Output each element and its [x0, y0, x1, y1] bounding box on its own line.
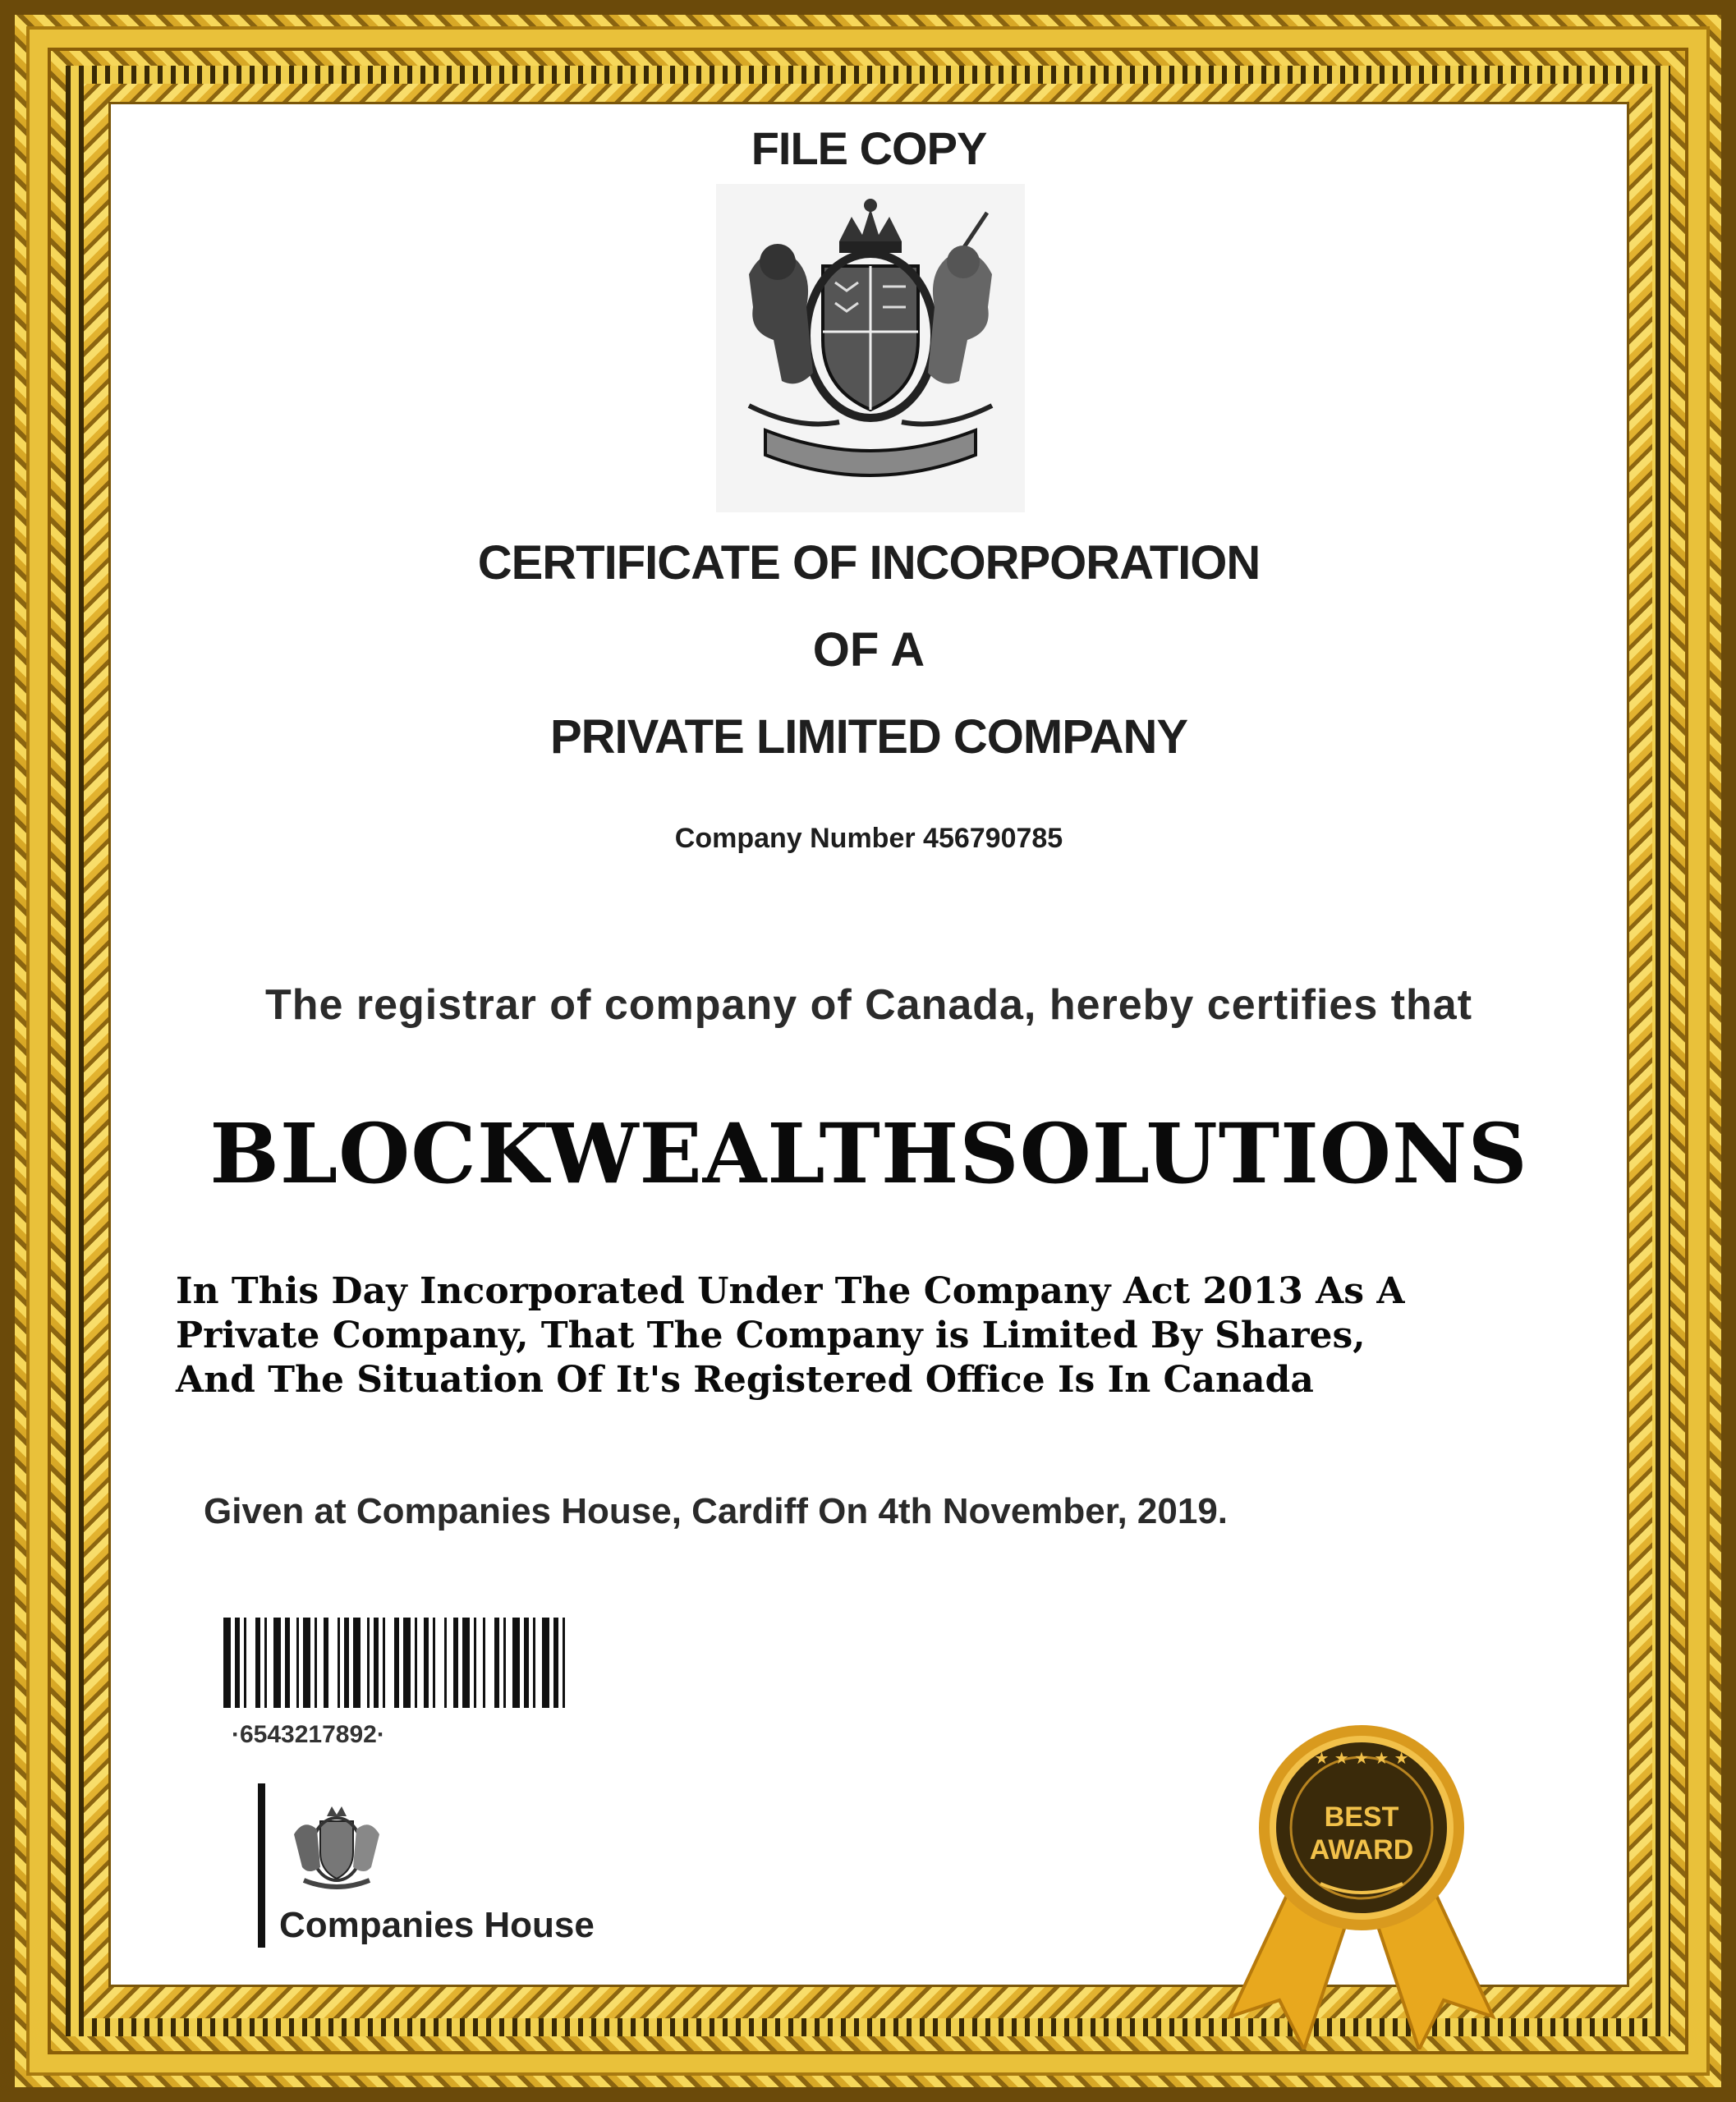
companies-house-divider [258, 1783, 265, 1948]
award-line2: AWARD [1309, 1834, 1414, 1866]
certificate-title-line3: PRIVATE LIMITED COMPANY [549, 710, 1188, 764]
file-copy-header: FILE COPY [751, 122, 987, 174]
incorporation-line: And The Situation Of It's Registered Office Is In Canada [176, 1359, 1314, 1401]
incorporation-line: In This Day Incorporated Under The Company Act 2013 As A [176, 1270, 1405, 1312]
certificate-title-line2: OF A [812, 623, 925, 677]
companies-house-crest-icon [287, 1801, 386, 1892]
certificate-paper [108, 102, 1629, 1987]
award-line1: BEST [1324, 1801, 1399, 1833]
company-name: BLOCKWEALTHSOLUTIONS [209, 1105, 1528, 1202]
svg-text:★ ★ ★ ★ ★: ★ ★ ★ ★ ★ [1314, 1748, 1409, 1768]
barcode-number: ·6543217892· [232, 1721, 385, 1748]
barcode-icon [223, 1618, 749, 1708]
companies-house-label: Companies House [279, 1905, 595, 1945]
incorporation-statement [176, 1269, 1621, 1402]
company-number: Company Number 456790785 [674, 823, 1063, 854]
royal-coat-of-arms-icon [716, 184, 1025, 512]
award-seal-icon [1197, 1705, 1526, 2049]
certificate-title-line1: CERTIFICATE OF INCORPORATION [477, 536, 1261, 590]
incorporation-line: Private Company, That The Company is Limited By Shares, [176, 1315, 1366, 1356]
registrar-statement: The registrar of company of Canada, hereby certifies that [264, 981, 1473, 1029]
given-at-statement: Given at Companies House, Cardiff On 4th November, 2019. [204, 1491, 1229, 1531]
